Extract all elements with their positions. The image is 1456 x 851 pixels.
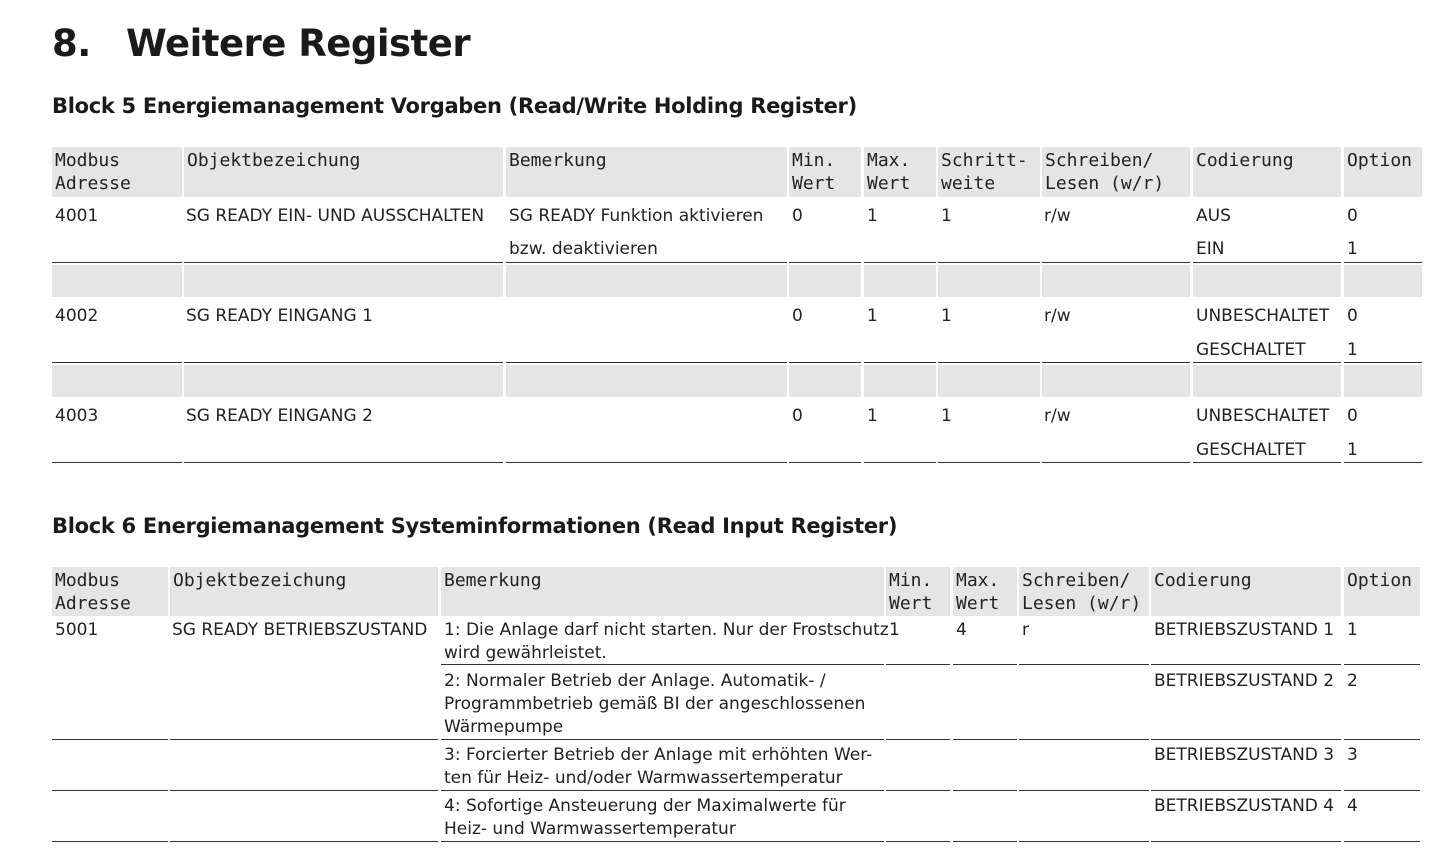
state-option: 2 [1347, 671, 1358, 691]
b5-header-rw: Schreiben/ Lesen (w/r) [1042, 147, 1190, 197]
b6-header-rw: Schreiben/ Lesen (w/r) [1019, 567, 1149, 616]
row-rule [184, 462, 503, 463]
row-rule [52, 262, 182, 263]
row-rule [1344, 664, 1420, 665]
row-min: 0 [792, 406, 803, 426]
row-rule [1344, 841, 1420, 842]
row-rule [1151, 841, 1341, 842]
row-rule [1019, 739, 1149, 740]
row-rule [441, 841, 884, 842]
spacer-band [1344, 365, 1422, 397]
spacer-band [864, 365, 936, 397]
row-rule [1042, 262, 1190, 263]
spacer-band [864, 265, 936, 297]
section-title: Weitere Register [126, 22, 471, 65]
state-coding: BETRIEBSZUSTAND 2 [1154, 671, 1335, 691]
row-rule [1344, 362, 1422, 363]
row-rule [789, 262, 861, 263]
row-object: SG READY EIN- UND AUSSCHALTEN [186, 206, 485, 226]
section-heading [52, 22, 470, 65]
row-step: 1 [941, 306, 952, 326]
row-address: 5001 [55, 620, 99, 640]
row-coding-2: EIN [1196, 239, 1225, 259]
spacer-band [506, 265, 787, 297]
row-rw: r/w [1044, 206, 1071, 226]
spacer-band [184, 365, 503, 397]
b5-header-coding: Codierung [1193, 147, 1341, 197]
row-rule [52, 841, 168, 842]
spacer-band [938, 365, 1040, 397]
state-coding: BETRIEBSZUSTAND 3 [1154, 745, 1335, 765]
row-rule [1151, 664, 1341, 665]
b6-header-address: Modbus Adresse [52, 567, 168, 616]
spacer-band [184, 265, 503, 297]
row-rule [953, 841, 1017, 842]
row-coding-1: AUS [1196, 206, 1231, 226]
row-coding-1: UNBESCHALTET [1196, 306, 1330, 326]
row-rule [864, 262, 936, 263]
row-max: 4 [956, 620, 967, 640]
row-rule [1151, 739, 1341, 740]
row-rule [1019, 841, 1149, 842]
row-rule [1344, 262, 1422, 263]
row-remark-line1: SG READY Funktion aktivieren [509, 206, 764, 226]
row-rw: r [1022, 620, 1029, 640]
row-option-1: 0 [1347, 206, 1358, 226]
row-rule [1344, 739, 1420, 740]
b5-header-min: Min. Wert [789, 147, 861, 197]
row-rule [886, 739, 950, 740]
row-rule [52, 739, 168, 740]
row-rule [886, 664, 950, 665]
row-rule [1344, 462, 1422, 463]
b6-header-max: Max. Wert [953, 567, 1017, 616]
row-rule [953, 739, 1017, 740]
row-rule [1019, 790, 1149, 791]
state-remark-line1: 1: Die Anlage darf nicht starten. Nur der Frostschutz [444, 620, 889, 640]
row-rule [886, 790, 950, 791]
row-rule [184, 262, 503, 263]
row-object: SG READY BETRIEBSZUSTAND [172, 620, 428, 640]
row-rule [864, 462, 936, 463]
row-coding-2: GESCHALTET [1196, 340, 1306, 360]
row-rule [953, 664, 1017, 665]
row-rule [953, 790, 1017, 791]
row-rule [170, 739, 438, 740]
row-rule [441, 739, 884, 740]
state-remark-line2: Heiz- und Warmwassertemperatur [444, 819, 736, 839]
spacer-band [52, 265, 182, 297]
section-number: 8. [52, 22, 91, 65]
b6-header-remark: Bemerkung [441, 567, 884, 616]
row-option-2: 1 [1347, 440, 1358, 460]
spacer-band [789, 365, 861, 397]
row-rule [506, 262, 787, 263]
row-rule [441, 790, 884, 791]
state-remark-line2: Programmbetrieb gemäß BI der angeschlossenen [444, 694, 866, 714]
row-rule [52, 462, 182, 463]
row-rule [886, 841, 950, 842]
row-step: 1 [941, 206, 952, 226]
row-rule [938, 362, 1040, 363]
row-rule [938, 462, 1040, 463]
row-rule [506, 462, 787, 463]
spacer-band [52, 365, 182, 397]
row-coding-2: GESCHALTET [1196, 440, 1306, 460]
spacer-band [1193, 365, 1341, 397]
spacer-band [1042, 265, 1190, 297]
state-remark-line3: Wärmepumpe [444, 717, 564, 737]
row-rule [170, 841, 438, 842]
b5-header-object: Objektbezeichung [184, 147, 503, 197]
row-rule [1042, 462, 1190, 463]
row-rule [1344, 790, 1420, 791]
row-address: 4003 [55, 406, 99, 426]
row-rule [1042, 362, 1190, 363]
row-rw: r/w [1044, 406, 1071, 426]
row-rule [1193, 462, 1341, 463]
row-option-2: 1 [1347, 340, 1358, 360]
row-min: 1 [889, 620, 900, 640]
b5-header-step: Schritt- weite [938, 147, 1040, 197]
block5-title: Block 5 Energiemanagement Vorgaben (Read/Write Holding Register) [52, 94, 857, 118]
b6-header-coding: Codierung [1151, 567, 1341, 616]
row-rule [52, 790, 168, 791]
state-remark-line1: 2: Normaler Betrieb der Anlage. Automatik- / [444, 671, 826, 691]
row-rule [1151, 790, 1341, 791]
b5-header-max: Max. Wert [864, 147, 936, 197]
spacer-band [938, 265, 1040, 297]
row-max: 1 [867, 406, 878, 426]
b6-header-object: Objektbezeichung [170, 567, 438, 616]
row-max: 1 [867, 306, 878, 326]
b5-header-remark: Bemerkung [506, 147, 787, 197]
row-rule [506, 362, 787, 363]
state-option: 3 [1347, 745, 1358, 765]
b6-header-min: Min. Wert [886, 567, 950, 616]
state-remark-line1: 3: Forcierter Betrieb der Anlage mit erhöhten Wer- [444, 745, 873, 765]
row-rule [789, 362, 861, 363]
row-min: 0 [792, 206, 803, 226]
row-option-2: 1 [1347, 239, 1358, 259]
state-coding: BETRIEBSZUSTAND 1 [1154, 620, 1335, 640]
spacer-band [1344, 265, 1422, 297]
row-address: 4001 [55, 206, 99, 226]
row-rule [1193, 362, 1341, 363]
state-remark-line2: ten für Heiz- und/oder Warmwassertemperatur [444, 768, 843, 788]
row-option-1: 0 [1347, 406, 1358, 426]
b5-header-address: Modbus Adresse [52, 147, 182, 197]
state-option: 4 [1347, 796, 1358, 816]
spacer-band [506, 365, 787, 397]
row-rule [441, 664, 884, 665]
spacer-band [1042, 365, 1190, 397]
row-rule [1193, 262, 1341, 263]
row-remark-line2: bzw. deaktivieren [509, 239, 658, 259]
row-rw: r/w [1044, 306, 1071, 326]
row-min: 0 [792, 306, 803, 326]
state-option: 1 [1347, 620, 1358, 640]
row-rule [938, 262, 1040, 263]
row-coding-1: UNBESCHALTET [1196, 406, 1330, 426]
row-rule [52, 362, 182, 363]
row-step: 1 [941, 406, 952, 426]
row-rule [184, 362, 503, 363]
b5-header-option: Option [1344, 147, 1422, 197]
state-remark-line2: wird gewährleistet. [444, 643, 607, 663]
row-rule [789, 462, 861, 463]
state-coding: BETRIEBSZUSTAND 4 [1154, 796, 1335, 816]
row-option-1: 0 [1347, 306, 1358, 326]
block6-title: Block 6 Energiemanagement Systeminformationen (Read Input Register) [52, 514, 898, 538]
row-max: 1 [867, 206, 878, 226]
spacer-band [1193, 265, 1341, 297]
row-rule [1019, 664, 1149, 665]
state-remark-line1: 4: Sofortige Ansteuerung der Maximalwerte für [444, 796, 846, 816]
spacer-band [789, 265, 861, 297]
b6-header-option: Option [1344, 567, 1420, 616]
row-rule [170, 790, 438, 791]
row-object: SG READY EINGANG 2 [186, 406, 373, 426]
row-address: 4002 [55, 306, 99, 326]
row-object: SG READY EINGANG 1 [186, 306, 373, 326]
row-rule [864, 362, 936, 363]
